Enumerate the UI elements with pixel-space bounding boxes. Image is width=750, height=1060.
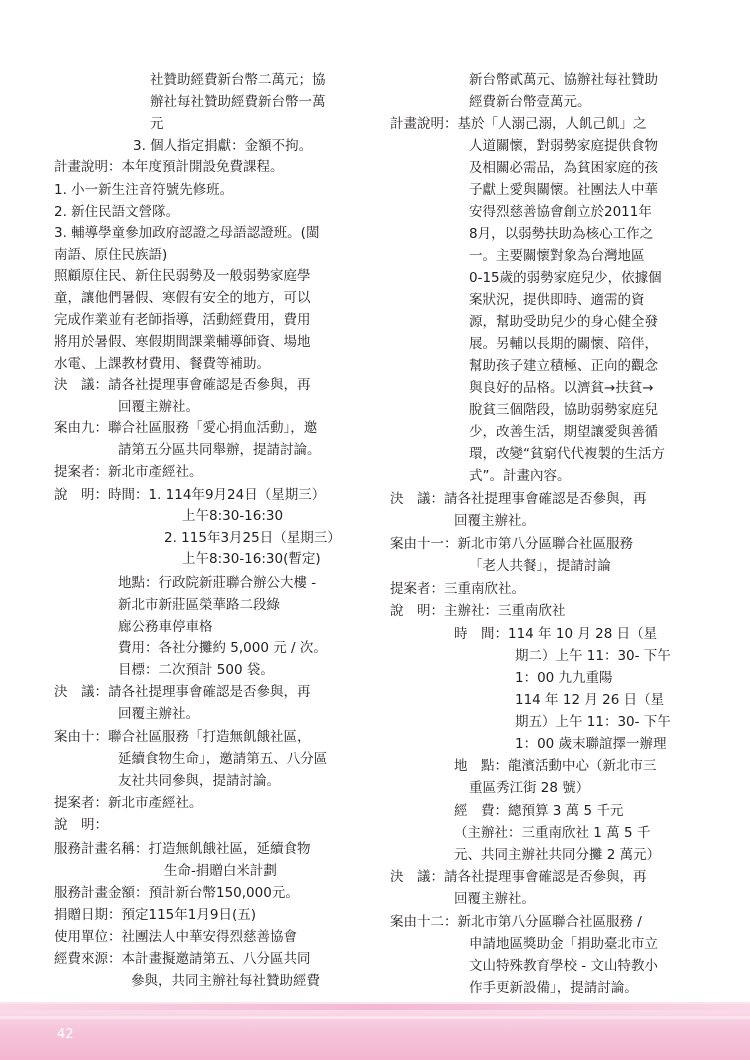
left-column-text-line: 生命-捐贈白米計劃 — [164, 863, 277, 879]
left-column-text-line: 捐贈日期：預定115年1月9日(五) — [54, 907, 256, 923]
left-column-text-line: 上午8:30-16:30(暫定) — [182, 551, 321, 567]
right-column-text-line: 決 議：請各社提理事會確認是否參與，再 — [390, 491, 647, 507]
left-column-text-line: 童，讓他們暑假、寒假有安全的地方，可以 — [54, 290, 311, 306]
footer-stripe — [0, 1016, 750, 1019]
right-column-text-line: 回覆主辦社。 — [454, 891, 535, 907]
right-column-text-line: 與良好的品格。以濟貧→扶貧→ — [469, 380, 654, 396]
left-column-text-line: 辦社每社贊助經費新台幣一萬 — [150, 94, 326, 110]
left-column-text-line: 完成作業並有老師指導，活動經費用，費用 — [54, 312, 311, 328]
left-column-text-line: 案由九：聯合社區服務「愛心捐血活動」，邀 — [54, 420, 318, 436]
right-column-text-line: 案由十一：新北市第八分區聯合社區服務 — [390, 536, 633, 552]
right-column-text-line: 期五）上午 11：30- 下午 — [515, 714, 671, 730]
right-column-text-line: 提案者：三重南欣社。 — [390, 581, 525, 597]
left-column-text-line: 3. 個人指定捐獻：金額不拘。 — [133, 138, 313, 154]
left-column-text-line: 計畫說明：本年度預計開設免費課程。 — [54, 159, 284, 175]
left-column-text-line: 案由十：聯合社區服務「打造無飢餓社區， — [54, 729, 311, 745]
left-column-text-line: 廊公務車停車格 — [118, 619, 213, 635]
left-column-text-line: 說 明： — [54, 817, 108, 833]
left-column-text-line: 回覆主辦社。 — [118, 399, 199, 415]
left-column-text-line: 目標：二次預計 500 袋。 — [118, 662, 274, 678]
left-column-text-line: 提案者：新北市產經社。 — [54, 795, 203, 811]
left-column-text-line: 2. 新住民語文營隊。 — [54, 204, 180, 220]
right-column-text-line: （主辦社：三重南欣社 1 萬 5 千 — [454, 825, 651, 841]
right-column-text-line: 8月，以弱勢扶助為核心工作之 — [469, 226, 654, 242]
left-column-text-line: 服務計畫名稱：打造無飢餓社區，延續食物 — [54, 841, 311, 857]
left-column-text-line: 新北市新莊區榮華路二段綠 — [118, 597, 280, 613]
left-column-text-line: 水電、上課教材費用、餐費等補助。 — [54, 356, 270, 372]
right-column-text-line: 幫助孩子建立積極、正向的觀念 — [469, 358, 658, 374]
left-column-text-line: 服務計畫金額：預計新台幣150,000元。 — [54, 885, 299, 901]
left-column-text-line: 請第五分區共同舉辦，提請討論。 — [118, 442, 321, 458]
left-column-text-line: 元 — [150, 116, 164, 132]
right-column-text-line: 1：00 九九重陽 — [515, 670, 613, 686]
right-column-text-line: 計畫說明：基於「人溺己溺，人飢己飢」之 — [390, 116, 647, 132]
left-column-text-line: 使用單位：社團法人中華安得烈慈善協會 — [54, 929, 297, 945]
left-column-text-line: 上午8:30-16:30 — [182, 508, 284, 524]
right-column-text-line: 元、共同主辦社共同分攤 2 萬元） — [454, 847, 661, 863]
right-column-text-line: 重區秀江街 28 號） — [469, 780, 590, 796]
right-column-text-line: 決 議：請各社提理事會確認是否參與，再 — [390, 869, 647, 885]
right-column-text-line: 0-15歲的弱勢家庭兒少，依據個 — [469, 270, 662, 286]
right-column-text-line: 案狀況，提供即時、適需的資 — [469, 292, 645, 308]
right-column-text-line: 新台幣貳萬元、協辦社每社贊助 — [469, 72, 658, 88]
right-column-text-line: 作手更新設備」，提請討論。 — [469, 980, 638, 996]
right-column-text-line: 1：00 歲末聯誼擇一辦理 — [515, 736, 667, 752]
right-column-text-line: 式”。計畫內容。 — [469, 468, 571, 484]
right-column-text-line: 時 間：114 年 10 月 28 日（星 — [454, 626, 658, 642]
left-column-text-line: 1. 小一新生注音符號先修班。 — [54, 182, 234, 198]
right-column-text-line: 展。另輔以長期的關懷、陪伴， — [469, 336, 658, 352]
left-column-text-line: 地點：行政院新莊聯合辦公大樓 - — [118, 575, 317, 591]
left-column-text-line: 說 明：時間：1. 114年9月24日（星期三） — [54, 487, 326, 503]
footer-stripe — [0, 1004, 750, 1010]
left-column-text-line: 提案者：新北市產經社。 — [54, 464, 203, 480]
right-column-text-line: 子獻上愛與關懷。社團法人中華 — [469, 182, 658, 198]
left-column-text-line: 南語、原住民族語) — [54, 247, 168, 263]
right-column-text-line: 及相關必需品，為貧困家庭的孩 — [469, 160, 658, 176]
left-column-text-line: 將用於暑假、寒假期間課業輔導師資、場地 — [54, 334, 311, 350]
right-column-text-line: 安得烈慈善協會創立於2011年 — [469, 204, 652, 220]
right-column-text-line: 脫貧三個階段，協助弱勢家庭兒 — [469, 402, 658, 418]
right-column-text-line: 申請地區獎助金「捐助臺北市立 — [469, 936, 658, 952]
right-column-text-line: 「老人共餐」，提請討論 — [469, 558, 611, 574]
left-column-text-line: 延續食物生命」，邀請第五、八分區 — [118, 751, 328, 767]
right-column-text-line: 文山特殊教育學校 - 文山特教小 — [469, 958, 658, 974]
left-column-text-line: 費用：各社分攤約 5,000 元 / 次。 — [118, 640, 327, 656]
right-column-text-line: 人道關懷，對弱勢家庭提供食物 — [469, 138, 658, 154]
right-column-text-line: 環，改變“貧窮代代複製的生活方 — [469, 446, 665, 462]
right-column-text-line: 回覆主辦社。 — [454, 513, 535, 529]
left-column-text-line: 2. 115年3月25日（星期三） — [164, 530, 341, 546]
left-column-text-line: 照顧原住民、新住民弱勢及一般弱勢家庭學 — [54, 268, 311, 284]
right-column-text-line: 案由十二：新北市第八分區聯合社區服務 / — [390, 914, 642, 930]
left-column-text-line: 友社共同參與，提請討論。 — [118, 773, 280, 789]
right-column-text-line: 說 明：主辦社：三重南欣社 — [390, 603, 566, 619]
left-column-text-line: 回覆主辦社。 — [118, 706, 199, 722]
left-column-text-line: 3. 輔導學童參加政府認證之母語認證班。(閩 — [54, 225, 320, 241]
right-column-text-line: 114 年 12 月 26 日（星 — [515, 692, 665, 708]
left-column-text-line: 決 議：請各社提理事會確認是否參與，再 — [54, 377, 311, 393]
left-column-text-line: 經費來源：本計畫擬邀請第五、八分區共同 — [54, 951, 311, 967]
right-column-text-line: 源，幫助受助兒少的身心健全發 — [469, 314, 658, 330]
left-column-text-line: 參與，共同主辦社每社贊助經費 — [131, 973, 320, 989]
right-column-text-line: 一。主要關懷對象為台灣地區 — [469, 248, 645, 264]
right-column-text-line: 少，改善生活，期望讓愛與善循 — [469, 424, 658, 440]
left-column-text-line: 社贊助經費新台幣二萬元；協 — [150, 72, 326, 88]
left-column-text-line: 決 議：請各社提理事會確認是否參與，再 — [54, 684, 311, 700]
right-column-text-line: 期二）上午 11：30- 下午 — [515, 648, 671, 664]
page-number: 42 — [57, 1027, 74, 1042]
page-footer-band — [0, 1002, 750, 1060]
right-column-text-line: 地 點：龍濱活動中心（新北市三 — [454, 758, 657, 774]
right-column-text-line: 經費新台幣壹萬元。 — [469, 94, 591, 110]
right-column-text-line: 經 費：總預算 3 萬 5 千元 — [454, 803, 624, 819]
